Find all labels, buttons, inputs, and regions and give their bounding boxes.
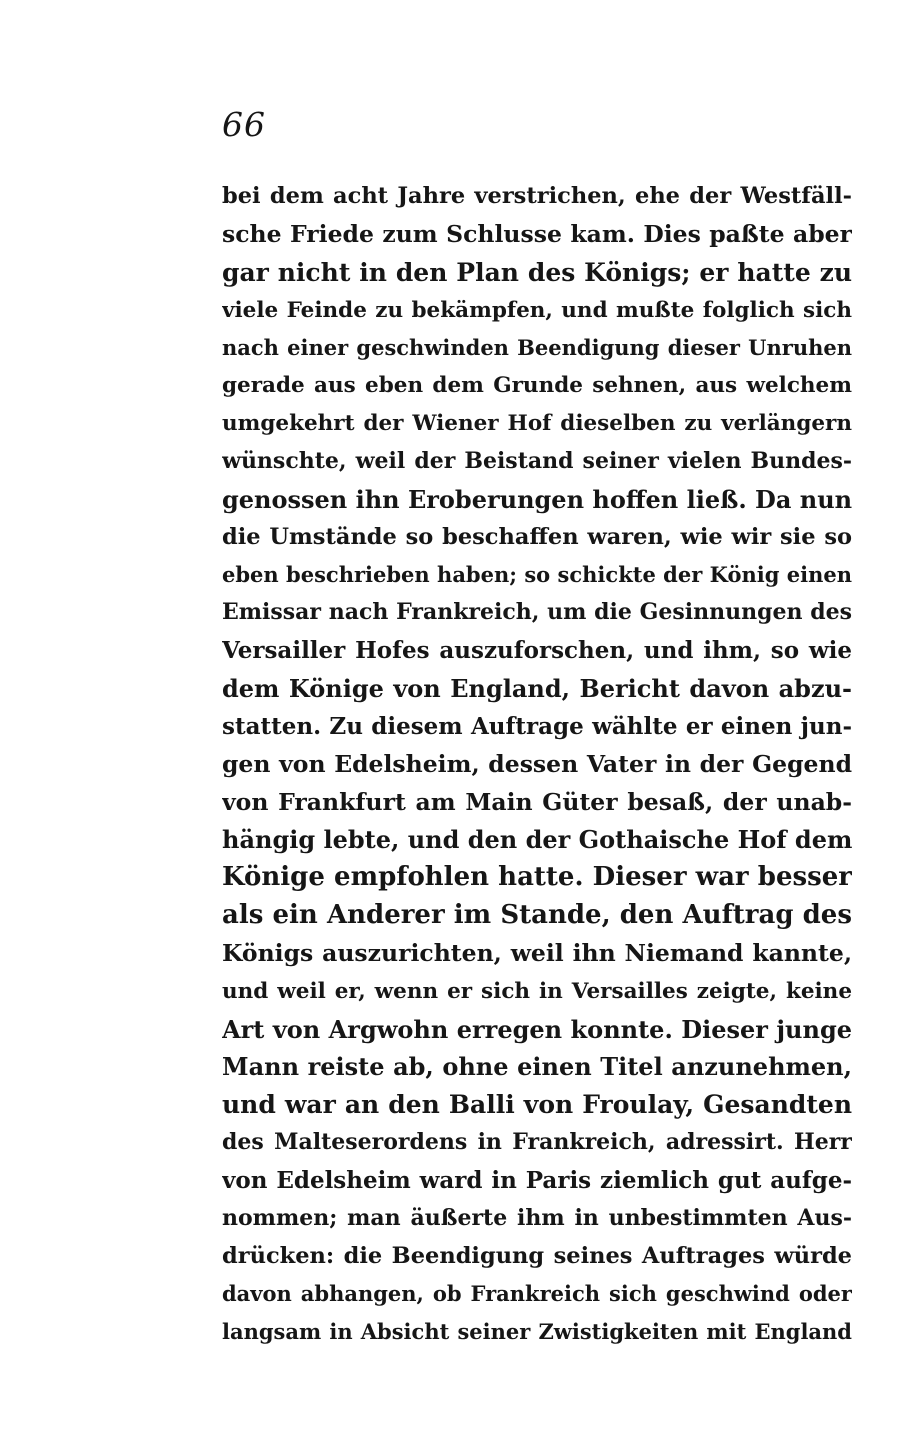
text-line: drücken: die Beendigung seines Auftrages würde bbox=[222, 1242, 852, 1269]
text-line: von Frankfurt am Main Güter besaß, der unab- bbox=[222, 787, 852, 816]
text-line: davon abhangen, ob Frankreich sich geschwind oder bbox=[222, 1281, 852, 1307]
text-line: des Malteserordens in Frankreich, adressirt. Herr bbox=[222, 1129, 852, 1156]
text-line: gen von Edelsheim, dessen Vater in der Gegend bbox=[222, 749, 852, 778]
text-line: gerade aus eben dem Grunde sehnen, aus welchem bbox=[222, 373, 852, 399]
body-text bbox=[222, 178, 852, 1351]
text-line: langsam in Absicht seiner Zwistigkeiten mit England bbox=[222, 1319, 852, 1345]
text-line: dem Könige von England, Bericht davon abzu- bbox=[222, 673, 852, 703]
text-line: Mann reiste ab, ohne einen Titel anzunehmen, bbox=[222, 1052, 852, 1082]
text-line: viele Feinde zu bekämpfen, und mußte folglich sich bbox=[222, 297, 852, 323]
text-line: genossen ihn Eroberungen hoffen ließ. Da nun bbox=[222, 484, 852, 514]
text-line: bei dem acht Jahre verstrichen, ehe der Westfäll- bbox=[222, 183, 852, 209]
page-number: 66 bbox=[222, 105, 266, 144]
text-line: wünschte, weil der Beistand seiner vielen Bundes- bbox=[222, 447, 852, 474]
text-line: eben beschrieben haben; so schickte der König einen bbox=[222, 562, 852, 588]
text-line: Art von Argwohn erregen konnte. Dieser junge bbox=[222, 1014, 852, 1044]
text-line: umgekehrt der Wiener Hof dieselben zu verlängern bbox=[222, 411, 852, 437]
text-line: gar nicht in den Plan des Königs; er hatte zu bbox=[222, 257, 852, 287]
text-line: Königs auszurichten, weil ihn Niemand kannte, bbox=[222, 938, 852, 967]
text-line: und weil er, wenn er sich in Versailles zeigte, keine bbox=[222, 978, 852, 1004]
text-line: Versailler Hofes auszuforschen, und ihm, so wie bbox=[222, 637, 852, 665]
text-line: als ein Anderer im Stande, den Auftrag des bbox=[222, 900, 852, 931]
text-line: von Edelsheim ward in Paris ziemlich gut aufge- bbox=[222, 1166, 852, 1194]
text-line: hängig lebte, und den der Gothaische Hof dem bbox=[222, 825, 852, 855]
text-line: und war an den Balli von Froulay, Gesandten bbox=[222, 1090, 852, 1120]
text-line: die Umstände so beschaffen waren, wie wir sie so bbox=[222, 523, 852, 550]
text-line: statten. Zu diesem Auftrage wählte er einen jun- bbox=[222, 712, 852, 740]
text-line: sche Friede zum Schlusse kam. Dies paßte aber bbox=[222, 219, 852, 248]
text-line: Könige empfohlen hatte. Dieser war besser bbox=[222, 862, 852, 893]
text-line: nach einer geschwinden Beendigung dieser Unruhen bbox=[222, 335, 852, 361]
text-line: Emissar nach Frankreich, um die Gesinnungen des bbox=[222, 599, 852, 626]
text-line: nommen; man äußerte ihm in unbestimmten Aus- bbox=[222, 1204, 852, 1231]
